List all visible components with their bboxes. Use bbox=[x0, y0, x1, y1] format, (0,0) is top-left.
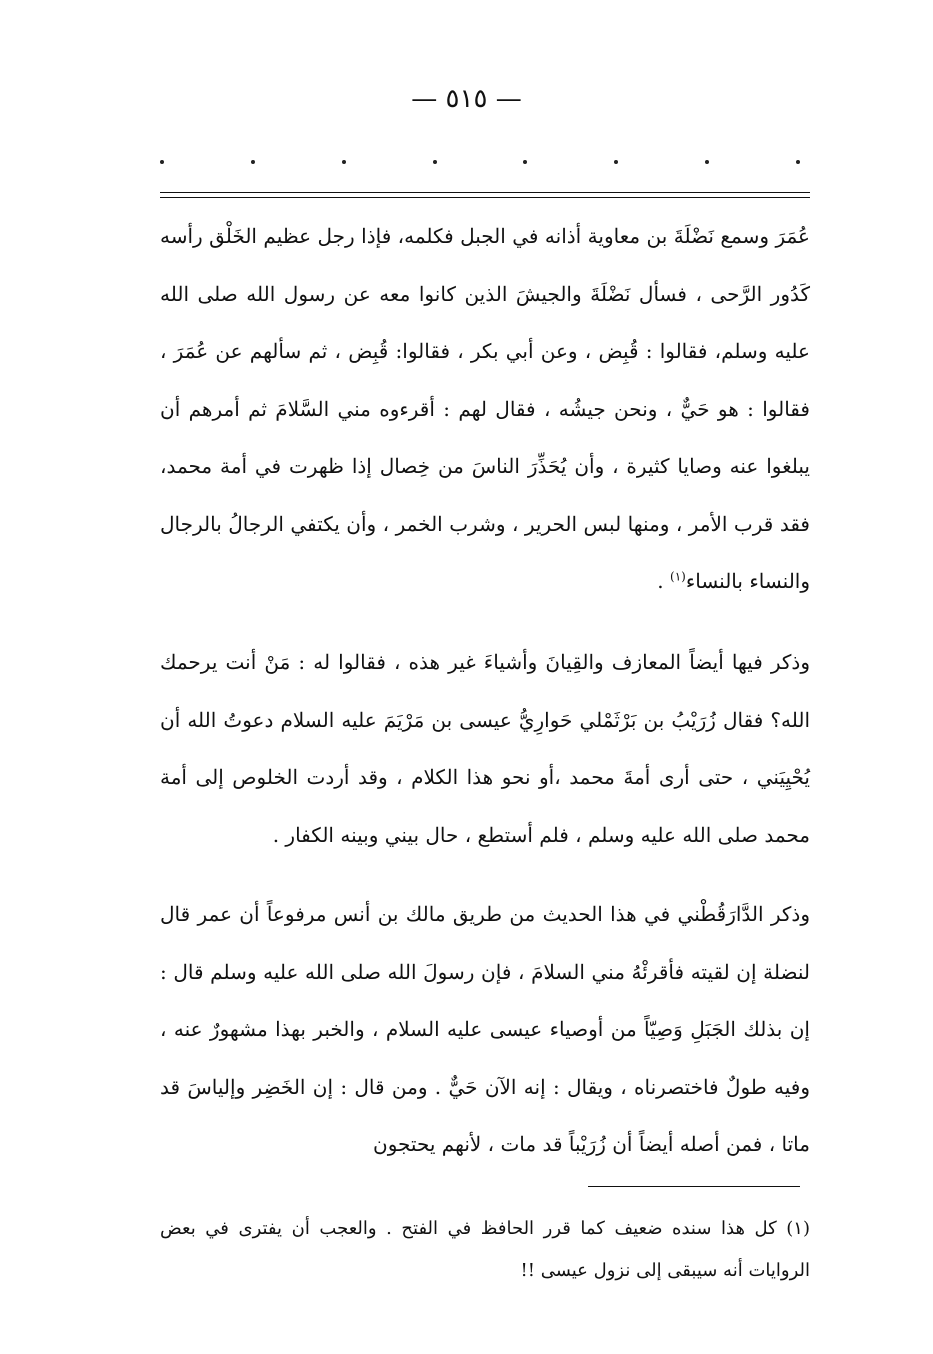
page-number: — ٥١٥ — bbox=[411, 84, 522, 114]
footnote-rule bbox=[588, 1186, 800, 1187]
header-rule bbox=[160, 192, 810, 193]
ornament-dot bbox=[251, 160, 255, 164]
ornament-dot bbox=[614, 160, 618, 164]
footnote-reference: (١) bbox=[670, 569, 686, 584]
ornament-dot bbox=[705, 160, 709, 164]
paragraph-text: وذكر فيها أيضاً المعازف والقِيانَ وأشياءَ غير هذه ، فقالوا له : مَنْ أنت يرحمك الله؟ فقال زُرَيْبُ بن بَرْثَمْلي حَوارِيُّ عيسى بن مَرْيَمَ عليه السلام دعوتُ الله أن يُحْيِيَني ، حتى أرى أمةَ محمد ،أو نحو هذا الكلام ، وقد أردت الخلوص إلى أمة محمد صلى الله عليه وسلم ، فلم أستطع ، حال بيني وبينه الكفار . bbox=[160, 650, 810, 847]
ornament-dot bbox=[796, 160, 800, 164]
paragraph-text: وذكر الدَّارَقُطْني في هذا الحديث من طريق مالك بن أنس مرفوعاً أن عمر قال لنضلة إن لقيته فأقرئْهُ مني السلامَ ، فإن رسولَ الله صلى الله عليه وسلم قال : إن بذلك الجَبَلِ وَصِيّاً من أوصياء عيسى عليه السلام ، والخبر بهذا مشهورٌ عنه ، وفيه طولٌ فاختصرناه ، ويقال : إنه الآن حَيٌّ . ومن قال : إن الخَضِر وإلياسَ قد ماتا ، فمن أصله أيضاً أن زُرَيْباً قد مات ، لأنهم يحتجون bbox=[160, 902, 810, 1156]
paragraph-2 bbox=[160, 634, 810, 864]
footnote bbox=[160, 1208, 810, 1292]
ornament-dot bbox=[433, 160, 437, 164]
paragraph-text: عُمَرَ وسمع نَضْلَةَ بن معاوية أذانه في الجبل فكلمه، فإذا رجل عظيم الخَلْق رأسه كَدُور الرَّحى ، فسأل نَضْلَةَ والجيشَ الذين كانوا معه عن رسول الله صلى الله عليه وسلم، فقالوا : قُبِض ، وعن أبي بكر ، فقالوا: قُبِض ، ثم سألهم عن عُمَرَ ، فقالوا : هو حَيٌّ ، ونحن جيشُه ، فقال لهم : أقرءوه مني السَّلامَ ثم أمرهم أن يبلغوا عنه وصايا كثيرة ، وأن يُحَذِّرَ الناسَ من خِصال إذا ظهرت في أمة محمد، فقد قرب الأمر ، ومنها لبس الحرير ، وشرب الخمر ، وأن يكتفي الرجالُ بالرجال والنساء بالنساء bbox=[160, 224, 810, 593]
ornament-dot bbox=[523, 160, 527, 164]
paragraph-3 bbox=[160, 886, 810, 1174]
ornament-dot bbox=[342, 160, 346, 164]
paragraph-1: عُمَرَ وسمع نَضْلَةَ بن معاوية أذانه في الجبل فكلمه، فإذا رجل عظيم الخَلْق رأسه كَدُور الرَّحى ، فسأل نَضْلَةَ والجيشَ الذين كانوا معه عن رسول الله صلى الله عليه وسلم، فقالوا : قُبِض ، وعن أبي بكر ، فقالوا: قُبِض ، ثم سألهم عن عُمَرَ ، فقالوا : هو حَيٌّ ، ونحن جيشُه ، فقال لهم : أقرءوه مني السَّلامَ ثم أمرهم أن يبلغوا عنه وصايا كثيرة ، وأن يُحَذِّرَ الناسَ من خِصال إذا ظهرت في أمة محمد، فقد قرب الأمر ، ومنها لبس الحرير ، وشرب الخمر ، وأن يكتفي الرجالُ بالرجال والنساء بالنساء$^{(١)}$ . bbox=[160, 224, 810, 593]
header-ornament bbox=[160, 160, 800, 164]
header-rule bbox=[160, 197, 810, 198]
footnote-text: (١) كل هذا سنده ضعيف كما قرر الحافظ في الفتح . والعجب أن يفترى في بعض الروايات أنه سيبقى إلى نزول عيسى !! bbox=[160, 1218, 810, 1281]
ornament-dot bbox=[160, 160, 164, 164]
